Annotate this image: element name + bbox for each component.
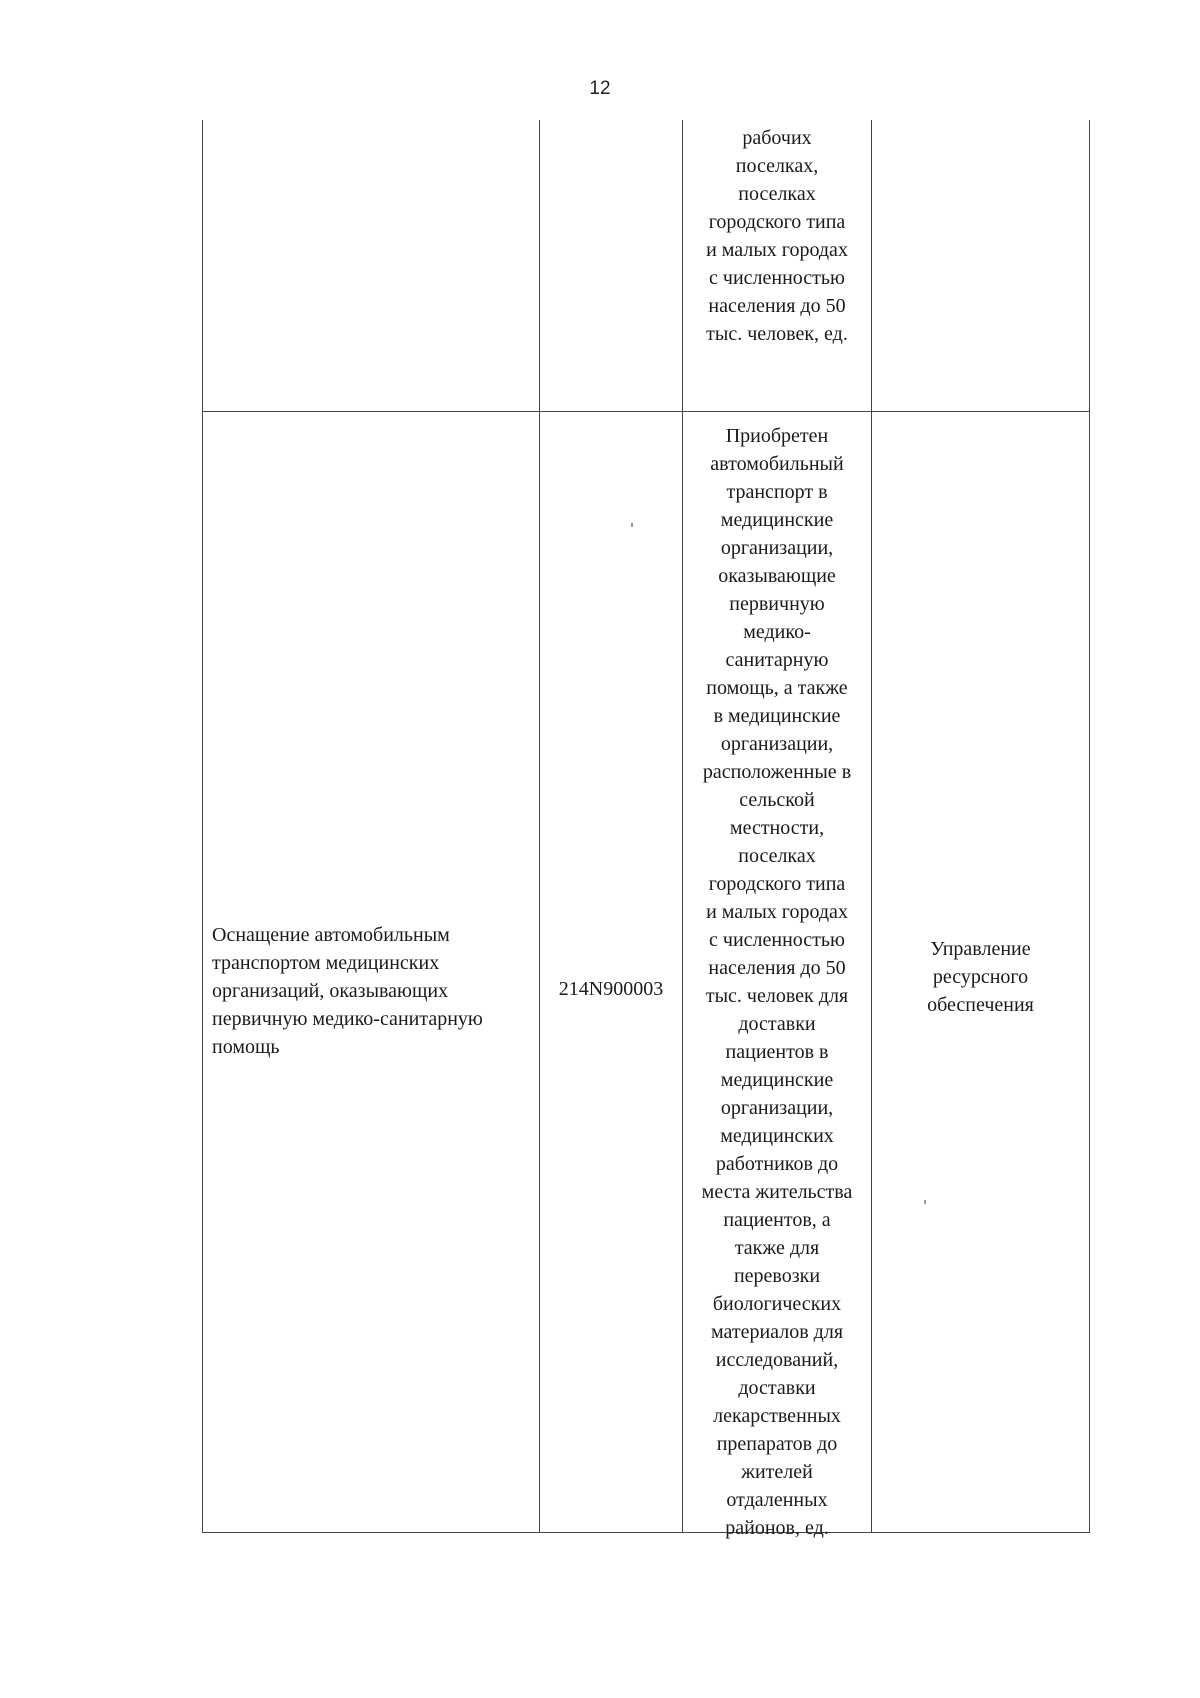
- indicator-line: с численностью: [709, 267, 845, 289]
- indicator-line: отдаленных: [726, 1489, 828, 1511]
- responsible-line: обеспечения: [927, 994, 1034, 1016]
- indicator-line: местности,: [729, 817, 825, 839]
- indicator-line: транспорт в: [726, 481, 828, 503]
- activity-cell-continued: [202, 120, 539, 411]
- indicator-line: организации,: [720, 1097, 834, 1119]
- indicator-line: и малых городах: [706, 239, 848, 261]
- indicator-line: медицинские: [720, 1069, 834, 1091]
- indicator-line: городского типа: [708, 211, 846, 233]
- indicator-line: медицинские: [720, 509, 834, 531]
- activity-line: транспортом медицинских: [212, 952, 440, 974]
- indicator-line: работников до: [715, 1153, 839, 1175]
- indicator-line: сельской: [739, 789, 815, 811]
- indicator-line: тыс. человек, ед.: [706, 323, 848, 345]
- indicator-line: доставки: [738, 1377, 816, 1399]
- activity-line: Оснащение автомобильным: [212, 924, 450, 946]
- responsible-cell: [871, 412, 1090, 1532]
- indicator-line: доставки: [738, 1013, 816, 1035]
- indicator-line: оказывающие: [718, 565, 836, 587]
- indicator-line: районов, ед.: [725, 1517, 829, 1539]
- indicator-line: также для: [734, 1237, 820, 1259]
- activity-text: [212, 921, 483, 1061]
- indicator-line: биологических: [712, 1293, 842, 1315]
- indicator-line: организации,: [720, 537, 834, 559]
- indicator-line: помощь, а также: [706, 677, 848, 699]
- indicator-line: в медицинские: [713, 705, 841, 727]
- indicator-line: исследований,: [715, 1349, 839, 1371]
- indicator-line: с численностью: [709, 929, 845, 951]
- responsible-text: [927, 935, 1034, 1019]
- indicator-line: жителей: [741, 1461, 813, 1483]
- indicator-line: перевозки: [733, 1265, 821, 1287]
- activity-line: организаций, оказывающих: [212, 980, 449, 1002]
- indicator-line: тыс. человек для: [705, 985, 849, 1007]
- indicator-line: пациентов в: [725, 1041, 829, 1063]
- indicator-line: городского типа: [708, 873, 846, 895]
- indicator-line: населения до 50: [708, 957, 846, 979]
- table-row: [202, 412, 1090, 1539]
- indicator-line: рабочих: [742, 127, 812, 149]
- indicator-line: организации,: [720, 733, 834, 755]
- indicator-cell: [682, 412, 871, 1539]
- indicator-line: населения до 50: [708, 295, 846, 317]
- indicator-line: места жительства: [701, 1181, 853, 1203]
- scan-speck: [631, 523, 633, 527]
- indicator-line: препаратов до: [716, 1433, 838, 1455]
- activity-cell: [202, 412, 539, 1532]
- indicator-line: санитарную: [725, 649, 829, 671]
- indicator-line: материалов для: [710, 1321, 844, 1343]
- indicator-cell-continued: [682, 120, 871, 411]
- responsible-cell-continued: [871, 120, 1090, 411]
- indicator-line: поселках,: [735, 155, 819, 177]
- indicator-line: расположенные в: [702, 761, 852, 783]
- indicator-line: поселках: [738, 845, 816, 867]
- responsible-line: ресурсного: [932, 966, 1029, 988]
- indicator-line: медико-: [743, 621, 811, 643]
- responsible-line: Управление: [930, 938, 1031, 960]
- document-table: [202, 120, 1090, 1539]
- table-row-continued: [202, 120, 1090, 412]
- activity-line: первичную медико-санитарную: [212, 1008, 483, 1030]
- code-cell: [539, 412, 682, 1532]
- page-number: 12: [589, 78, 611, 99]
- indicator-line: автомобильный: [710, 453, 844, 475]
- indicator-line: пациентов, а: [723, 1209, 831, 1231]
- activity-line: помощь: [212, 1036, 280, 1058]
- indicator-line: первичную: [729, 593, 825, 615]
- code-cell-continued: [539, 120, 682, 411]
- scan-speck: [924, 1200, 926, 1204]
- indicator-line: поселках: [738, 183, 816, 205]
- indicator-line: и малых городах: [706, 901, 848, 923]
- indicator-line: медицинских: [720, 1125, 834, 1147]
- code-value: 214N900003: [558, 978, 664, 1000]
- indicator-line: лекарственных: [713, 1405, 841, 1427]
- indicator-line: Приобретен: [725, 425, 829, 447]
